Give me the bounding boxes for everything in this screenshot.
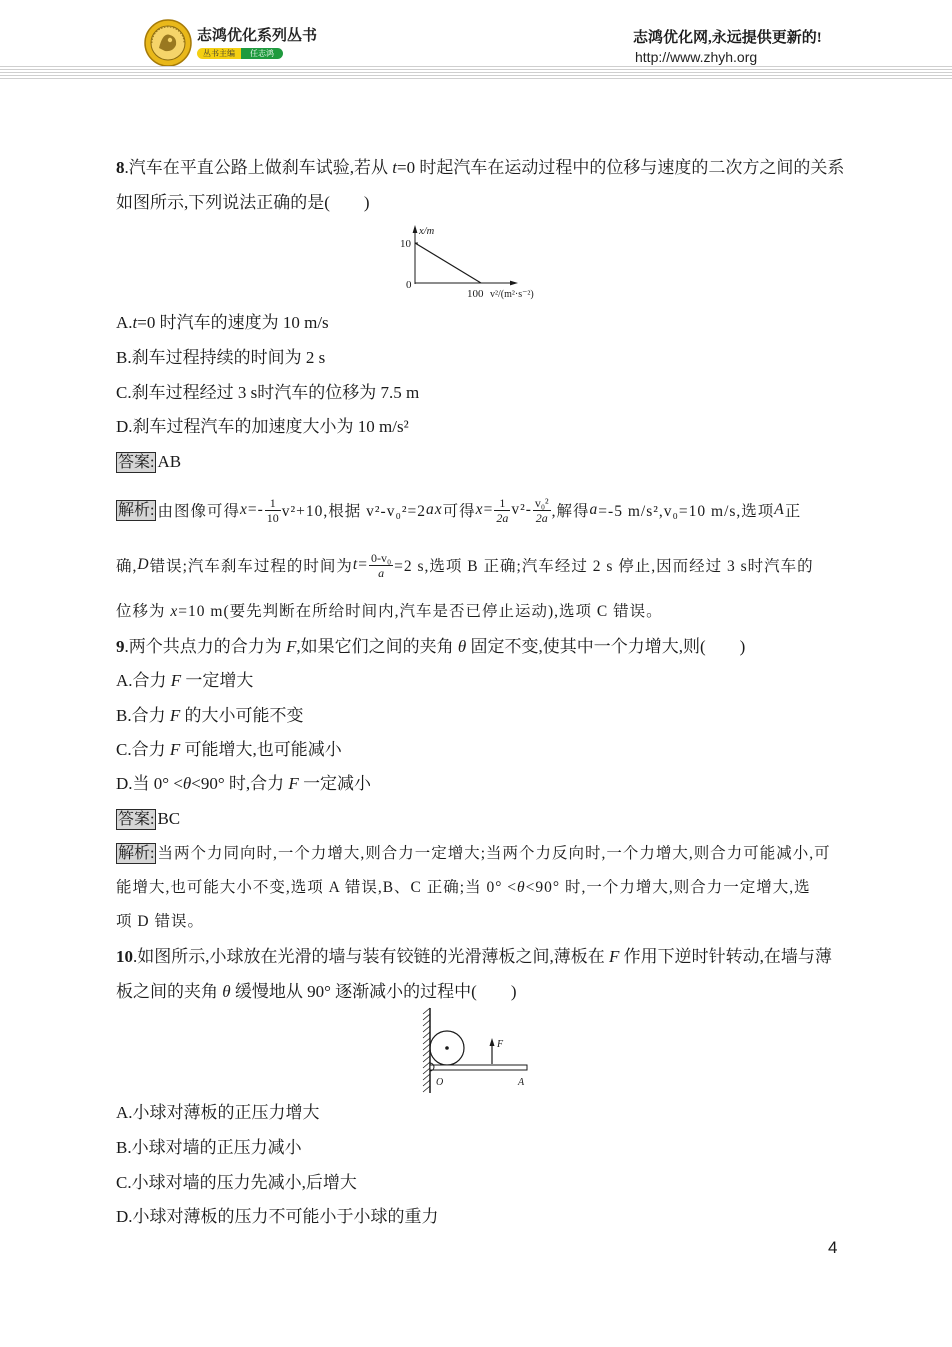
q10-ball-wall-board-figure	[420, 1005, 535, 1097]
fraction	[533, 496, 551, 525]
q8-displacement-velocity-graph	[395, 222, 560, 302]
q8-analysis-line-2	[116, 545, 814, 585]
option-text: 一定减小	[298, 774, 372, 793]
option-text: =0 时汽车的速度为 10 m/s	[137, 313, 329, 332]
option-text: 一定增大	[181, 671, 254, 690]
analysis-var: x	[239, 501, 248, 518]
q8-option-a	[116, 312, 329, 334]
analysis-text: =2 s,选项 B 正确;汽车经过 2 s 停止,因而经过 3 s时汽车的	[394, 558, 814, 575]
q10-stem-text: 缓慢地从 90° 逐渐减小的过程中( )	[230, 982, 517, 1001]
q9-option-a	[116, 670, 253, 692]
q10-stem-line-1	[116, 946, 832, 968]
option-var: θ	[182, 774, 192, 793]
q9-stem-text: .两个共点力的合力为	[124, 637, 286, 656]
q10-option-b: B.小球对墙的正压力减小	[116, 1138, 302, 1157]
analysis-text: 错误;汽车刹车过程的时间为	[149, 558, 353, 575]
analysis-text: v²-	[511, 501, 532, 518]
analysis-var: A	[774, 501, 785, 518]
q8-stem-line-2: 如图所示,下列说法正确的是( )	[116, 193, 370, 212]
q10-number: 10	[116, 947, 133, 966]
analysis-text: 由图像可得	[157, 503, 240, 520]
option-text: D.当 0° <	[116, 774, 183, 793]
analysis-var: x	[475, 501, 484, 518]
q10-option-c: C.小球对墙的压力先减小,后增大	[116, 1173, 357, 1192]
option-text: 可能增大,也可能减小	[180, 740, 342, 759]
fraction	[494, 496, 510, 525]
option-var: F	[288, 774, 299, 793]
q8-stem-var-t: t	[392, 158, 397, 177]
fraction-numerator: 1	[265, 496, 281, 511]
page-number: 4	[828, 1238, 838, 1257]
q8-option-d: D.刹车过程汽车的加速度大小为 10 m/s²	[116, 417, 409, 436]
graph-data-line	[415, 243, 481, 283]
book-series-emblem-icon	[143, 18, 193, 68]
option-text: 的大小可能不变	[180, 706, 304, 725]
q9-option-d	[116, 773, 371, 795]
hinge-label: O	[436, 1077, 444, 1088]
option-text: B.合力	[116, 706, 170, 725]
q9-analysis-line-3: 项 D 错误。	[116, 913, 204, 930]
option-text: <90° 时,合力	[191, 774, 289, 793]
option-text: A.	[116, 313, 133, 332]
q10-stem-text: 板之间的夹角	[116, 982, 223, 1001]
analysis-text: 可得	[442, 503, 476, 520]
q9-analysis-line-1	[116, 843, 831, 865]
graph-y-axis-arrow	[413, 225, 418, 233]
analysis-var: x	[170, 603, 179, 620]
site-slogan: 志鸿优化网,永远提供更新的!	[633, 30, 822, 46]
analysis-var: D	[137, 556, 150, 573]
fraction	[369, 551, 393, 580]
analysis-var: a	[589, 501, 599, 518]
answer-label-box: 答案:	[118, 454, 155, 471]
q9-option-c	[116, 739, 342, 761]
analysis-text: ,解得	[551, 503, 590, 520]
q9-analysis-line-2	[116, 877, 811, 899]
q8-answer	[116, 451, 181, 473]
q10-stem-text: .如图所示,小球放在光滑的墙与装有铰链的光滑薄板之间,薄板在	[133, 947, 609, 966]
option-text: C.合力	[116, 740, 170, 759]
q10-stem-var: θ	[222, 982, 231, 1001]
option-var-t: t	[132, 313, 138, 332]
fraction-numerator: 0-v₀	[370, 550, 392, 565]
analysis-text: 正	[784, 503, 802, 520]
option-var: F	[170, 671, 182, 690]
analysis-text: 位移为	[116, 603, 171, 620]
q9-number: 9	[116, 637, 125, 656]
thin-board	[430, 1065, 527, 1070]
editor-label: 丛书主编	[197, 48, 241, 59]
analysis-text: 能增大,也可能大小不变,选项 A 错误,B、C 正确;当 0° <	[116, 879, 518, 896]
option-var: F	[169, 740, 181, 759]
analysis-text: 当两个力同向时,一个力增大,则合力一定增大;当两个力反向时,一个力增大,则合力可能减小,可	[157, 845, 831, 862]
site-url: http://www.zhyh.org	[635, 49, 758, 65]
graph-origin-label: 0	[406, 279, 412, 291]
graph-y-tick-label: 10	[400, 238, 411, 250]
analysis-text: =-5 m/s²,v₀=10 m/s,选项	[598, 503, 775, 520]
answer-value: BC	[157, 809, 181, 828]
q10-stem-line-2	[116, 981, 516, 1003]
q8-stem-text: .汽车在平直公路上做刹车试验,若从	[124, 158, 393, 177]
fraction-denominator: 2a	[535, 510, 548, 525]
q9-answer	[116, 808, 180, 830]
q9-stem-text: ,如果它们之间的夹角	[296, 637, 458, 656]
analysis-var: θ	[517, 879, 526, 896]
graph-x-axis-label: v²/(m²·s⁻²)	[490, 289, 534, 300]
analysis-text: <90° 时,一个力增大,则合力一定增大,选	[525, 879, 811, 896]
fraction-denominator: 10	[266, 510, 279, 525]
series-title: 志鸿优化系列丛书	[197, 28, 318, 44]
analysis-label-box: 解析:	[118, 501, 155, 519]
fraction-denominator: a	[378, 565, 385, 580]
analysis-text: =10 m(要先判断在所给时间内,汽车是否已停止运动),选项 C 错误。	[178, 603, 663, 620]
wall-hatching	[423, 1008, 430, 1092]
graph-x-tick-label: 100	[467, 288, 484, 300]
editor-name: 任志鸿	[241, 48, 283, 59]
q9-stem-var: θ	[457, 637, 467, 656]
q8-analysis-line-3	[116, 601, 663, 623]
analysis-text: 确,	[116, 558, 138, 575]
q8-stem-text: =0 时起汽车在运动过程中的位移与速度的二次方之间的关系	[396, 158, 845, 177]
analysis-var: ax	[426, 501, 443, 518]
analysis-text: =	[358, 556, 368, 573]
board-end-label: A	[518, 1077, 525, 1088]
q9-stem	[116, 636, 745, 658]
fraction-denominator: 2a	[496, 510, 509, 525]
force-arrow-head	[490, 1038, 495, 1046]
analysis-text: =	[483, 501, 494, 518]
q8-option-b: B.刹车过程持续的时间为 2 s	[116, 348, 326, 367]
q8-number: 8	[116, 158, 125, 177]
q8-analysis-line-1	[116, 490, 801, 530]
analysis-var: t	[352, 556, 359, 573]
q8-option-c: C.刹车过程经过 3 s时汽车的位移为 7.5 m	[116, 383, 420, 402]
answer-label-box: 答案:	[118, 811, 155, 828]
option-var: F	[169, 706, 181, 725]
analysis-text: v²+10,根据 v²-v₀²=2	[281, 503, 427, 520]
ball-center-dot	[445, 1046, 449, 1050]
graph-x-axis-arrow	[510, 281, 518, 286]
analysis-text: =-	[247, 501, 264, 518]
q10-stem-text: 作用下逆时针转动,在墙与薄	[619, 947, 832, 966]
q10-stem-var: F	[609, 947, 620, 966]
fraction-numerator: 1	[494, 496, 510, 511]
editor-badge	[197, 48, 283, 59]
option-text: A.合力	[116, 671, 171, 690]
analysis-label-box: 解析:	[118, 845, 155, 862]
q8-stem-line-1	[116, 157, 844, 179]
q9-option-b	[116, 705, 303, 727]
force-label: F	[497, 1039, 504, 1050]
graph-y-axis-label: x/m	[419, 226, 435, 237]
fraction	[265, 496, 281, 525]
answer-value: AB	[157, 452, 182, 471]
q10-option-a: A.小球对薄板的正压力增大	[116, 1103, 320, 1122]
fraction-numerator: v₀²	[534, 495, 549, 510]
q10-option-d: D.小球对薄板的压力不可能小于小球的重力	[116, 1207, 439, 1226]
q9-stem-text: 固定不变,使其中一个力增大,则( )	[466, 637, 746, 656]
header-divider-stripes	[0, 66, 952, 80]
q9-stem-var: F	[286, 637, 297, 656]
